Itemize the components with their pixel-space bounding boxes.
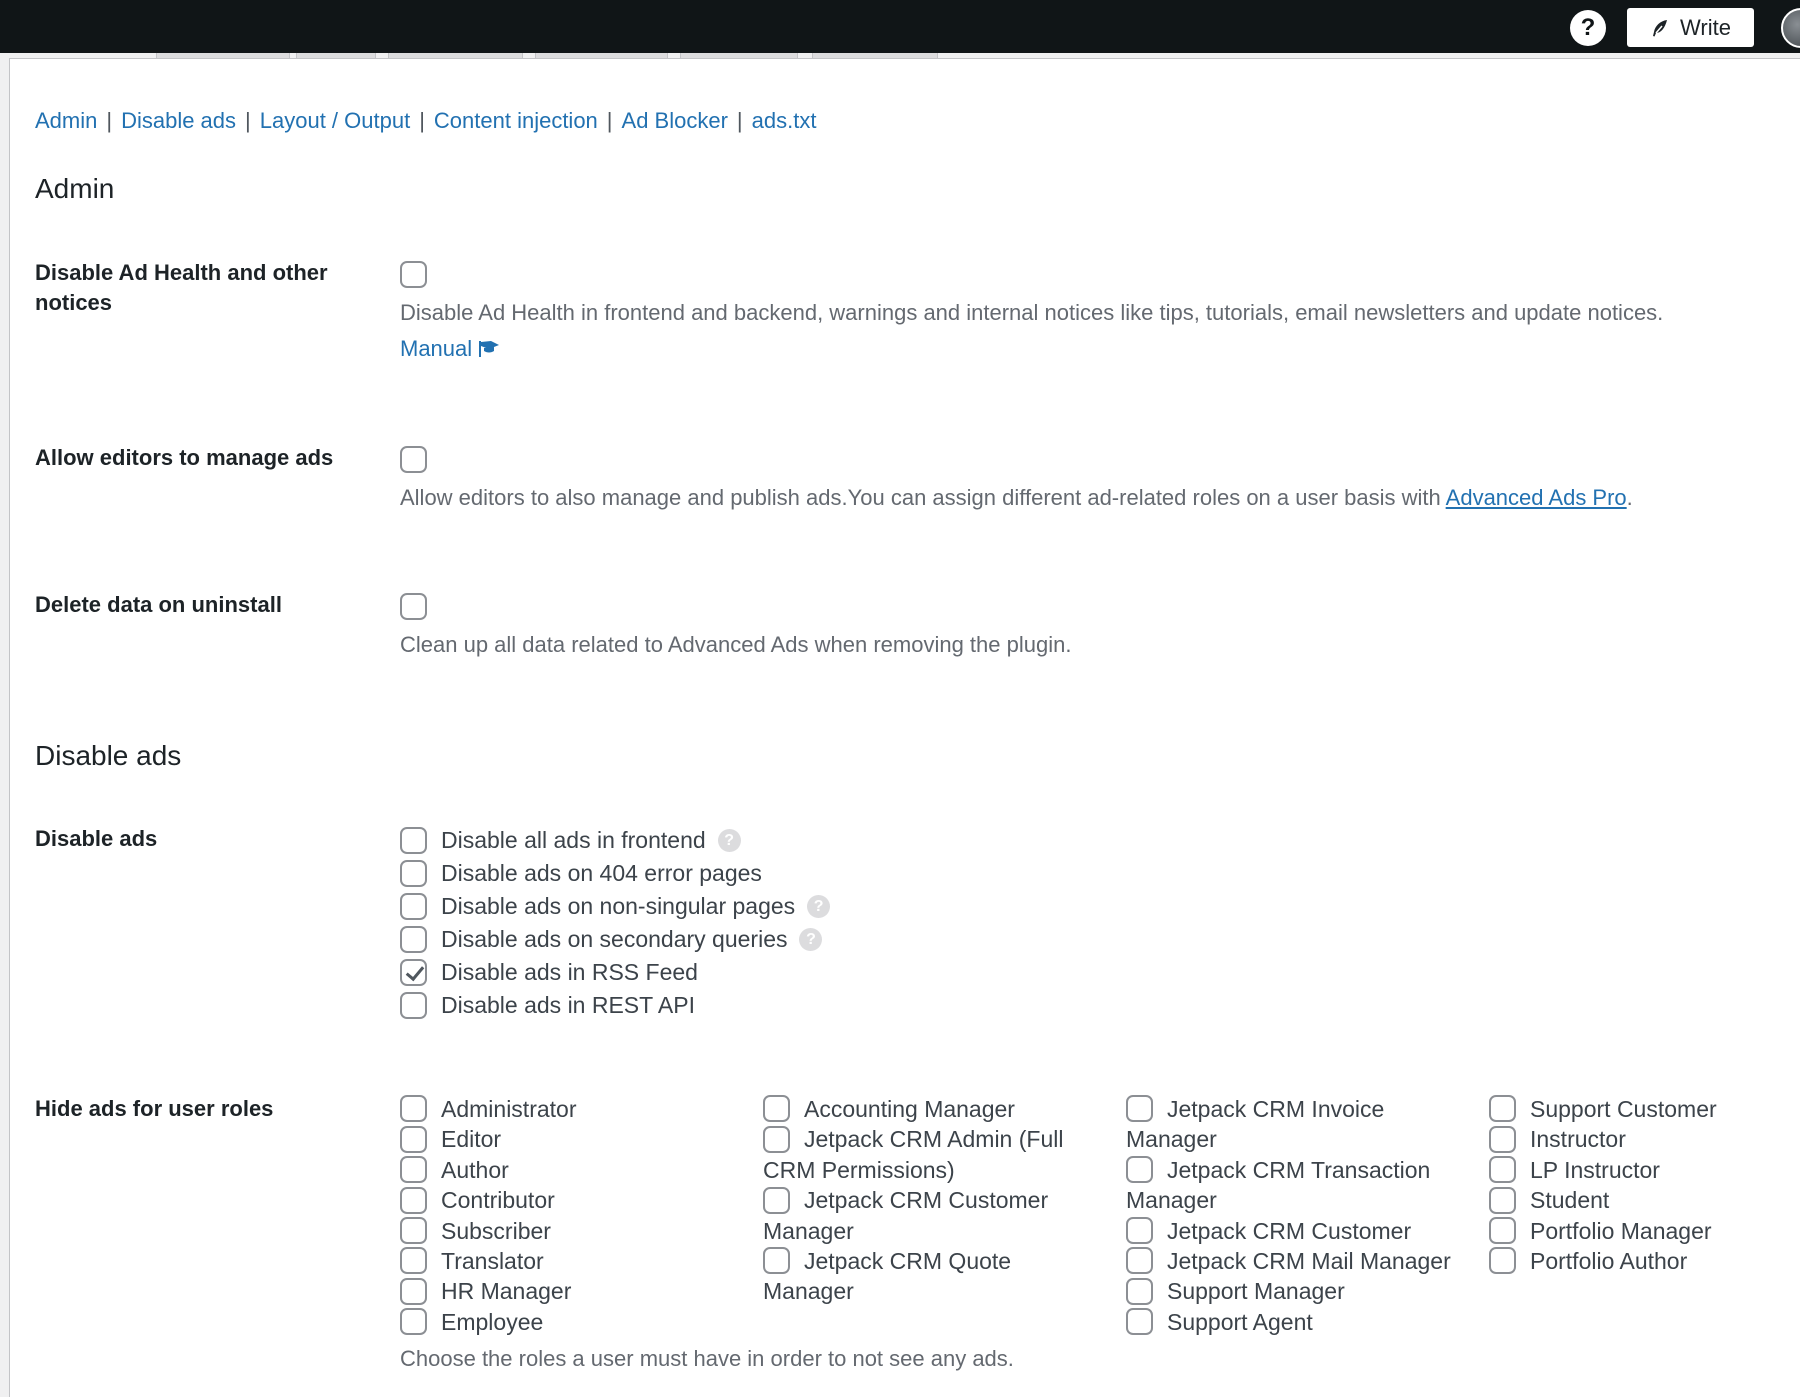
role-jetpack-crm-quote-manager[interactable]: [763, 1246, 1126, 1307]
checkbox[interactable]: [400, 1187, 427, 1214]
subnav-ad-blocker[interactable]: Ad Blocker: [621, 108, 728, 133]
role-label: Support Manager: [1167, 1278, 1345, 1305]
role-label: Jetpack CRM Invoice Manager: [1126, 1096, 1385, 1153]
feather-pen-icon: [1650, 18, 1670, 38]
checkbox[interactable]: [763, 1187, 790, 1214]
top-admin-bar: [0, 0, 1800, 53]
checkbox[interactable]: [1126, 1095, 1153, 1122]
role-label: Jetpack CRM Customer Manager: [763, 1187, 1049, 1244]
write-label: Write: [1680, 14, 1731, 40]
description-text: Allow editors to also manage and publish ads.You can assign different ad-related roles on a user basis with: [400, 485, 1446, 510]
user-roles-grid: [400, 1094, 1800, 1337]
option-disable-secondary-queries[interactable]: [400, 923, 830, 956]
role-administrator[interactable]: [400, 1094, 763, 1124]
role-label: Portfolio Author: [1530, 1248, 1688, 1275]
role-translator[interactable]: [400, 1246, 763, 1276]
separator: |: [606, 108, 613, 133]
role-label: Portfolio Manager: [1530, 1217, 1712, 1244]
role-author[interactable]: [400, 1155, 763, 1185]
role-hr-manager[interactable]: [400, 1276, 763, 1306]
label-hide-ads-roles: Hide ads for user roles: [35, 1096, 274, 1121]
separator: |: [245, 108, 251, 133]
checkbox[interactable]: [400, 1247, 427, 1274]
checkbox[interactable]: [763, 1126, 790, 1153]
description-hide-ads-roles: Choose the roles a user must have in order to not see any ads.: [400, 1346, 1014, 1371]
role-support-customer[interactable]: [1489, 1094, 1800, 1124]
disable-ads-options: [400, 824, 830, 1022]
role-contributor[interactable]: [400, 1185, 763, 1215]
option-label: Disable ads on secondary queries: [441, 926, 788, 952]
option-disable-rest-api[interactable]: [400, 989, 830, 1022]
checkbox[interactable]: [400, 1156, 427, 1183]
role-employee[interactable]: [400, 1307, 763, 1337]
checkbox[interactable]: [400, 1217, 427, 1244]
help-icon[interactable]: ?: [1570, 10, 1606, 46]
option-label: Disable ads on non-singular pages: [441, 893, 796, 919]
checkbox-checked[interactable]: [400, 959, 427, 986]
role-support-manager[interactable]: [1126, 1276, 1489, 1306]
role-label: Instructor: [1530, 1126, 1626, 1153]
subnav-layout-output[interactable]: Layout / Output: [259, 108, 411, 133]
role-jetpack-crm-customer[interactable]: [1126, 1216, 1489, 1246]
role-label: Jetpack CRM Admin (Full CRM Permissions): [763, 1126, 1064, 1183]
role-label: Subscriber: [441, 1217, 551, 1244]
subnav-content-injection[interactable]: Content injection: [433, 108, 598, 133]
option-disable-all-frontend[interactable]: [400, 824, 830, 857]
help-icon[interactable]: ?: [799, 928, 822, 951]
role-jetpack-crm-admin[interactable]: [763, 1124, 1126, 1185]
label-disable-ads: Disable ads: [35, 826, 158, 851]
role-jetpack-crm-transaction-manager[interactable]: [1126, 1155, 1489, 1216]
role-label: Contributor: [441, 1187, 555, 1214]
separator: |: [106, 108, 113, 133]
advanced-ads-pro-link[interactable]: Advanced Ads Pro: [1445, 485, 1627, 510]
role-accounting-manager[interactable]: [763, 1094, 1126, 1124]
description-allow-editors: [400, 485, 1633, 511]
label-delete-data: Delete data on uninstall: [35, 592, 282, 617]
manual-label: Manual: [400, 336, 473, 361]
checkbox[interactable]: [1126, 1217, 1153, 1244]
checkbox[interactable]: [400, 992, 427, 1019]
role-lp-instructor[interactable]: [1489, 1155, 1800, 1185]
section-title-disable-ads: Disable ads: [35, 740, 182, 771]
role-portfolio-author[interactable]: [1489, 1246, 1800, 1276]
role-portfolio-manager[interactable]: [1489, 1216, 1800, 1246]
subnav-ads-txt[interactable]: ads.txt: [751, 108, 817, 133]
checkbox[interactable]: [1126, 1156, 1153, 1183]
subnav-admin[interactable]: Admin: [35, 108, 98, 133]
role-label: Jetpack CRM Customer: [1167, 1217, 1412, 1244]
checkbox[interactable]: [400, 860, 427, 887]
label-disable-ad-health: Disable Ad Health and other notices: [35, 260, 328, 315]
role-support-agent[interactable]: [1126, 1307, 1489, 1337]
checkbox[interactable]: [400, 893, 427, 920]
role-label: Administrator: [441, 1096, 577, 1122]
role-label: Support Customer: [1530, 1096, 1717, 1122]
role-instructor[interactable]: [1489, 1124, 1800, 1154]
description-delete-data: Clean up all data related to Advanced Ads when removing the plugin.: [400, 632, 1072, 657]
help-icon[interactable]: ?: [807, 895, 830, 918]
checkbox[interactable]: [400, 1126, 427, 1153]
manual-link[interactable]: [400, 336, 502, 362]
option-disable-404[interactable]: [400, 857, 830, 890]
checkbox[interactable]: [400, 1308, 427, 1335]
role-jetpack-crm-invoice-manager[interactable]: [1126, 1094, 1489, 1155]
role-label: HR Manager: [441, 1278, 572, 1305]
checkbox[interactable]: [1126, 1278, 1153, 1305]
option-label: Disable ads in RSS Feed: [441, 959, 698, 985]
checkbox[interactable]: [1489, 1217, 1516, 1244]
description-disable-ad-health: Disable Ad Health in frontend and backend, warnings and internal notices like tips, tutorials, email newsletters and update notices.: [400, 300, 1664, 325]
role-label: Accounting Manager: [804, 1096, 1015, 1122]
role-editor[interactable]: [400, 1124, 763, 1154]
checkbox[interactable]: [400, 827, 427, 854]
checkbox[interactable]: [1489, 1247, 1516, 1274]
option-disable-non-singular[interactable]: [400, 890, 830, 923]
checkbox[interactable]: [763, 1247, 790, 1274]
checkbox[interactable]: [1489, 1156, 1516, 1183]
section-title-admin: Admin: [35, 173, 115, 204]
checkbox[interactable]: [1126, 1247, 1153, 1274]
role-label: Jetpack CRM Quote Manager: [763, 1248, 1012, 1305]
user-avatar[interactable]: [1781, 8, 1800, 48]
roles-column-3: [1126, 1094, 1489, 1337]
help-icon[interactable]: ?: [718, 829, 741, 852]
description-suffix: .: [1626, 485, 1633, 510]
graduation-cap-icon: [478, 339, 502, 359]
roles-column-2: [763, 1094, 1126, 1337]
checkbox[interactable]: [400, 1278, 427, 1305]
write-button[interactable]: [1627, 8, 1754, 47]
separator: |: [736, 108, 743, 133]
role-label: Jetpack CRM Mail Manager: [1167, 1248, 1451, 1275]
checkbox-delete-data[interactable]: [400, 593, 427, 620]
role-label: Translator: [441, 1248, 544, 1275]
checkbox[interactable]: [1489, 1187, 1516, 1214]
checkbox[interactable]: [1489, 1126, 1516, 1153]
option-label: Disable all ads in frontend: [441, 827, 706, 853]
option-disable-rss[interactable]: [400, 956, 830, 989]
section-subnav: [35, 108, 816, 134]
role-label: Student: [1530, 1187, 1610, 1214]
role-jetpack-crm-customer-manager[interactable]: [763, 1185, 1126, 1246]
option-label: Disable ads on 404 error pages: [441, 860, 762, 886]
role-student[interactable]: [1489, 1185, 1800, 1215]
role-label: LP Instructor: [1530, 1156, 1660, 1183]
role-jetpack-crm-mail-manager[interactable]: [1126, 1246, 1489, 1276]
checkbox[interactable]: [1489, 1095, 1516, 1122]
checkbox[interactable]: [400, 1095, 427, 1122]
separator: |: [419, 108, 425, 133]
roles-column-4: [1489, 1094, 1800, 1337]
subnav-disable-ads[interactable]: Disable ads: [121, 108, 237, 133]
label-allow-editors: Allow editors to manage ads: [35, 445, 334, 470]
role-label: Jetpack CRM Transaction Manager: [1126, 1156, 1431, 1214]
role-label: Employee: [441, 1308, 544, 1335]
checkbox[interactable]: [1126, 1308, 1153, 1335]
roles-column-1: [400, 1094, 763, 1337]
role-label: Support Agent: [1167, 1308, 1313, 1335]
checkbox[interactable]: [400, 926, 427, 953]
checkbox-disable-ad-health[interactable]: [400, 261, 427, 288]
checkbox[interactable]: [763, 1095, 790, 1122]
option-label: Disable ads in REST API: [441, 992, 695, 1018]
checkbox-allow-editors[interactable]: [400, 446, 427, 473]
role-subscriber[interactable]: [400, 1216, 763, 1246]
role-label: Editor: [441, 1126, 502, 1153]
role-label: Author: [441, 1156, 509, 1183]
